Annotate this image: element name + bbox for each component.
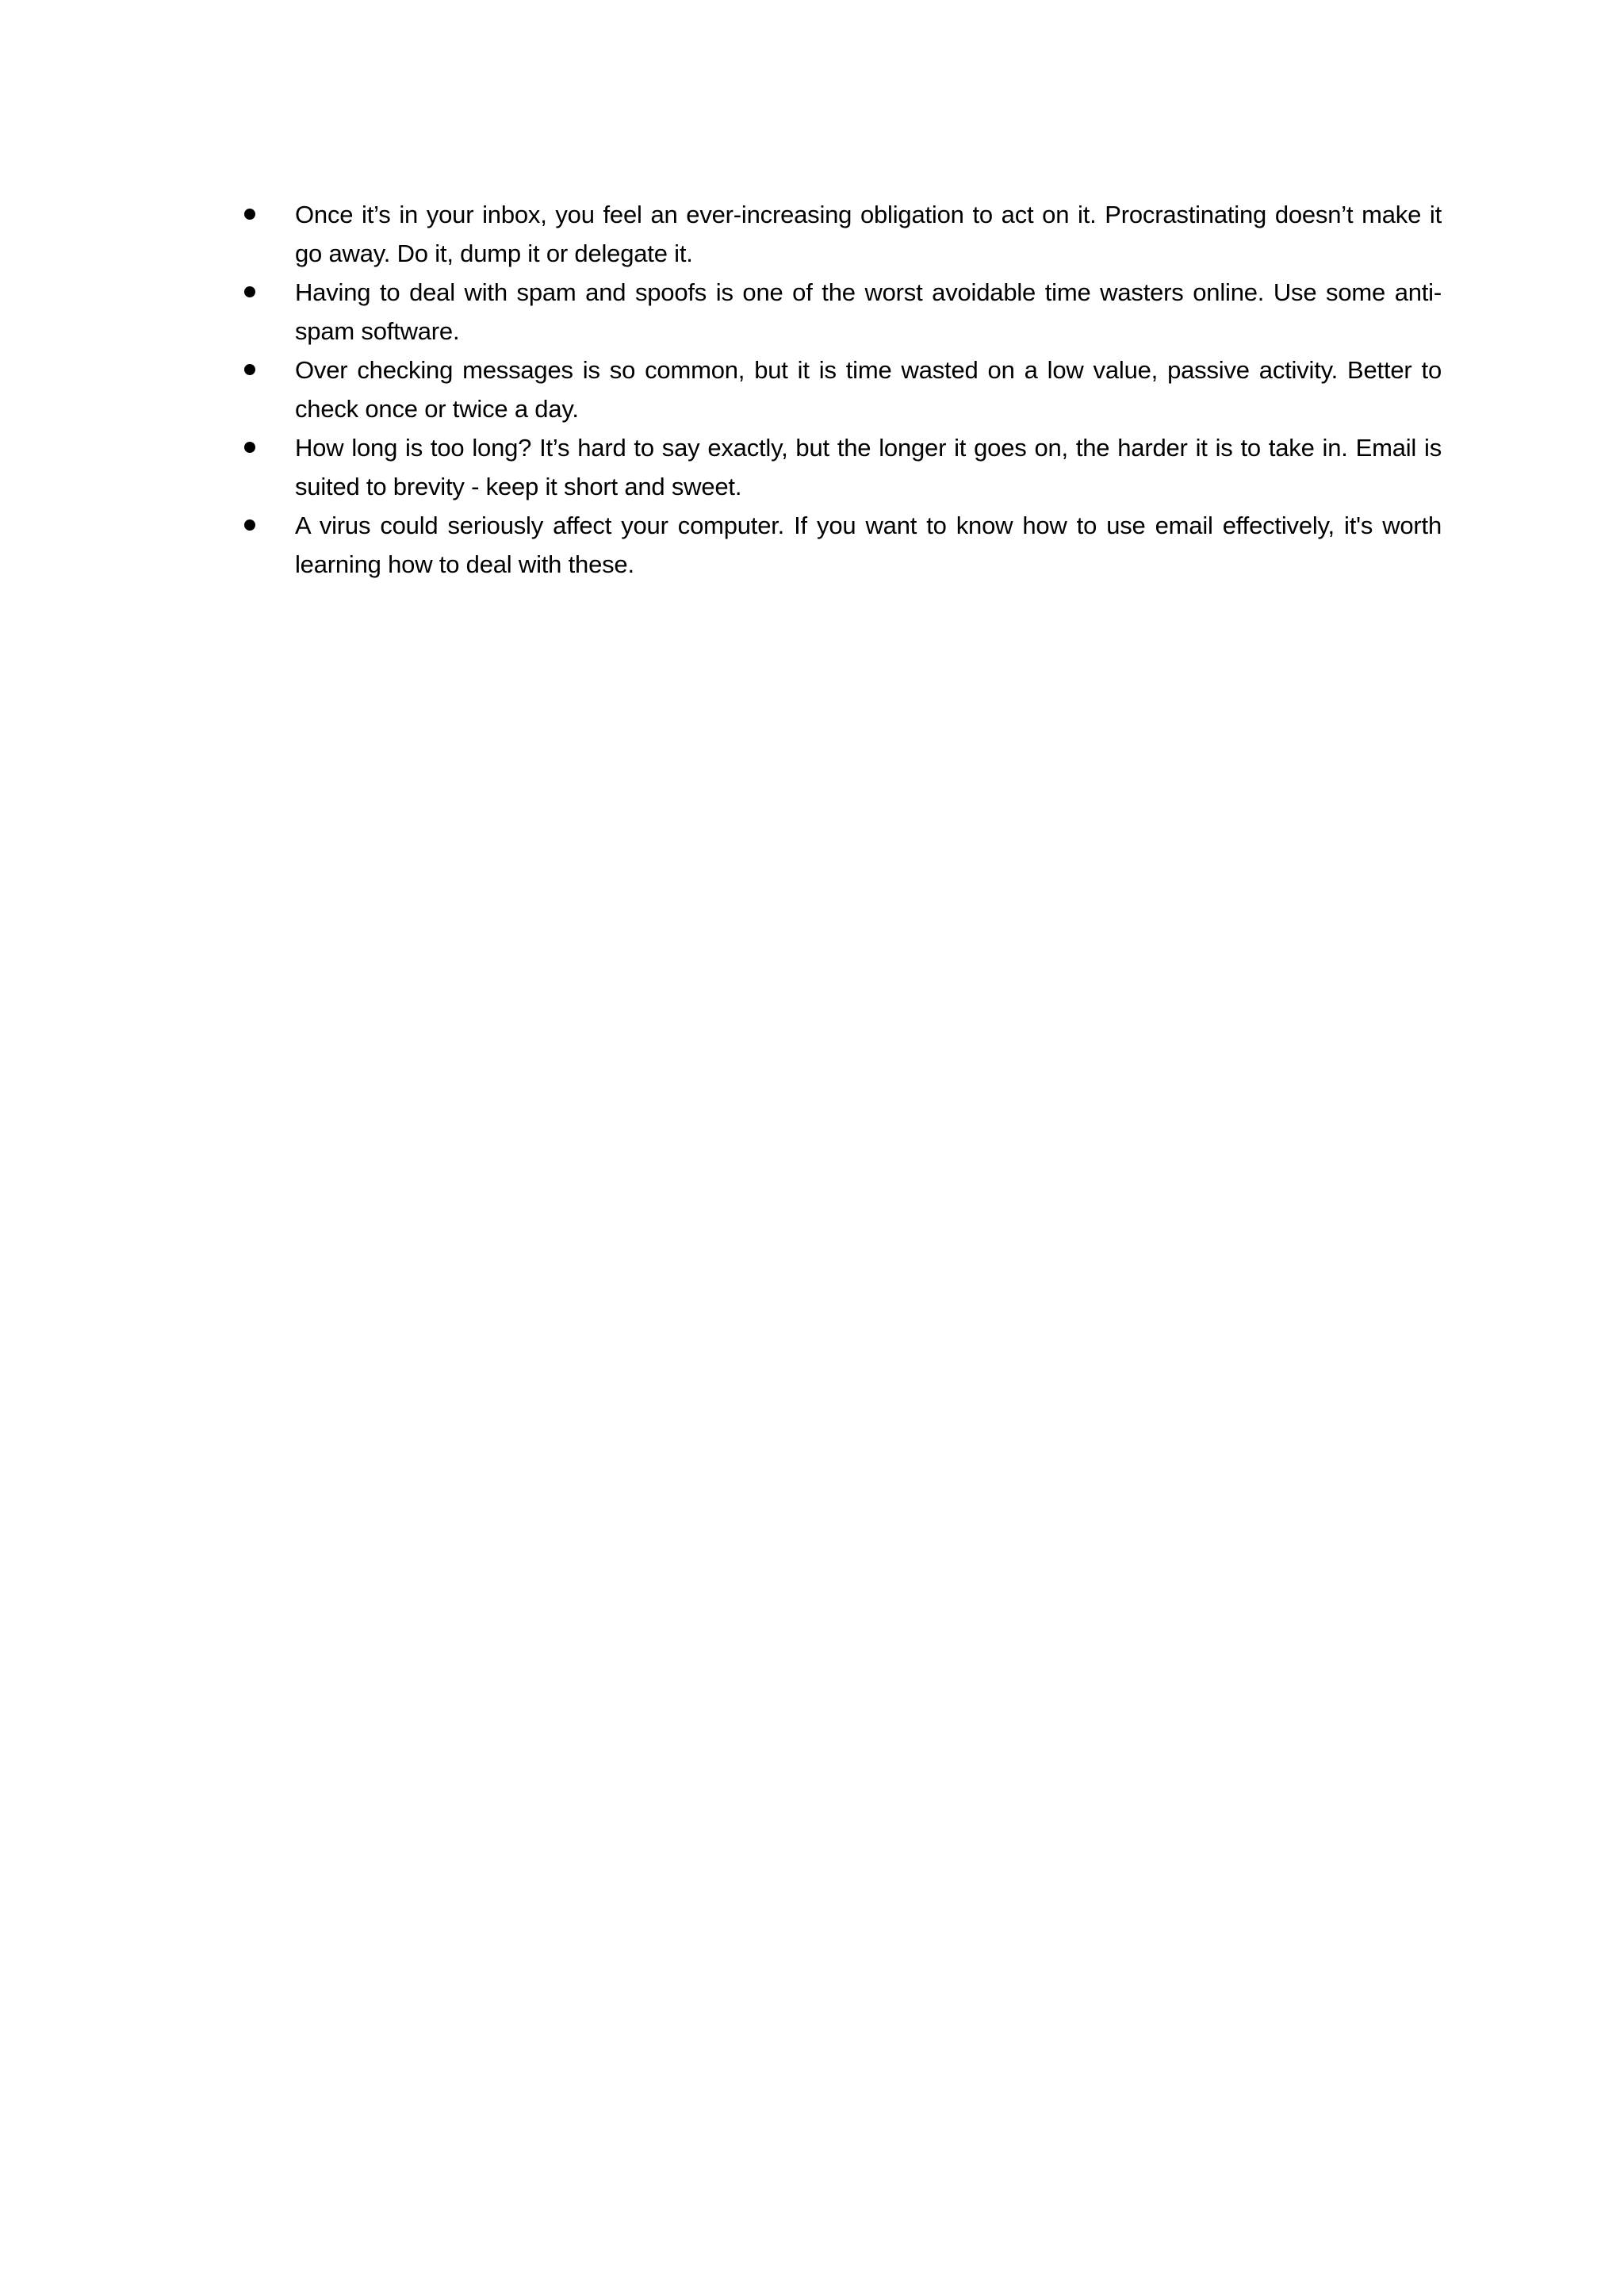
- list-item: [238, 195, 1442, 273]
- bullet-icon: [244, 209, 255, 220]
- bullet-list: [238, 195, 1442, 584]
- bullet-icon: [244, 519, 255, 531]
- bullet-icon: [244, 364, 255, 375]
- bullet-icon: [244, 286, 255, 297]
- bullet-text: Over checking messages is so common, but it is time wasted on a low value, passive activity. Better to check once or twice a day.: [295, 356, 1442, 423]
- bullet-text: A virus could seriously affect your computer. If you want to know how to use email effectively, it's worth learning how to deal with these.: [295, 512, 1442, 578]
- bullet-text: Once it’s in your inbox, you feel an ever-increasing obligation to act on it. Procrastinating doesn’t make it go away. Do it, dump it or delegate it.: [295, 201, 1442, 267]
- list-item: [238, 428, 1442, 506]
- list-item: [238, 351, 1442, 428]
- list-item: [238, 506, 1442, 584]
- bullet-text: Having to deal with spam and spoofs is one of the worst avoidable time wasters online. Use some anti-spam software.: [295, 278, 1442, 345]
- bullet-text: How long is too long? It’s hard to say exactly, but the longer it goes on, the harder it is to take in. Email is suited to brevity - keep it short and sweet.: [295, 434, 1442, 500]
- bullet-icon: [244, 442, 255, 453]
- list-item: [238, 273, 1442, 351]
